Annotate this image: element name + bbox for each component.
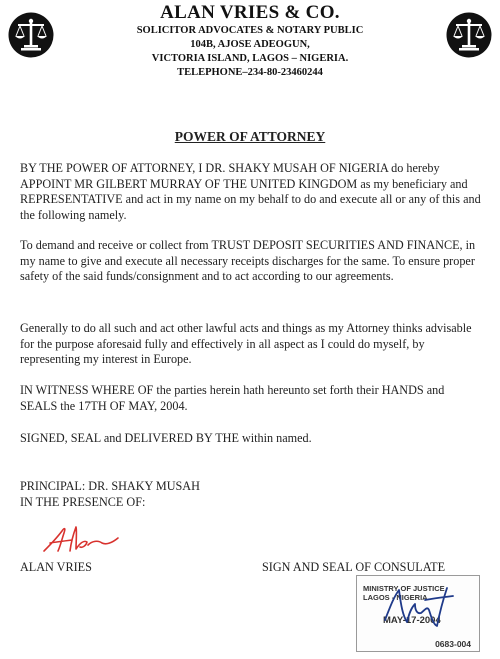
document-title: POWER OF ATTORNEY xyxy=(174,129,326,144)
address-line-2: VICTORIA ISLAND, LAGOS – NIGERIA. xyxy=(151,53,349,64)
letterhead xyxy=(60,2,440,80)
signer-name: ALAN VRIES xyxy=(20,560,92,574)
scales-of-justice-icon xyxy=(446,12,492,58)
stamp-number: 0683-004 xyxy=(435,639,471,649)
paragraph-general-acts: Generally to do all such and act other lawful acts and things as my Attorney thinks advisable for the purpose aforesaid fully and effectively in all aspect as I could do myself, by representing my interest in Europe. xyxy=(20,321,472,367)
paragraph-witness: IN WITNESS WHERE OF the parties herein hath hereunto set forth their HANDS and SEALS the 17TH OF MAY, 2004. xyxy=(20,383,445,413)
paragraph-demand-collect: To demand and receive or collect from TRUST DEPOSIT SECURITIES AND FINANCE, in my name to give and execute all necessary receipts discharges for the same. To ensure proper safety of the said funds/consignment and to act according to our agreements. xyxy=(20,238,476,284)
presence-line: IN THE PRESENCE OF: xyxy=(20,495,146,509)
stamp-date: MAY-17-2004 xyxy=(383,615,441,626)
stamp-location-text: LAGOS - NIGERIA xyxy=(363,593,428,602)
handwritten-signature xyxy=(40,521,122,557)
paragraph-signed-sealed: SIGNED, SEAL and DELIVERED BY THE within named. xyxy=(20,431,312,445)
stamp-signature xyxy=(381,580,457,630)
firm-description: SOLICITOR ADVOCATES & NOTARY PUBLIC xyxy=(136,25,364,36)
address-line-1: 104B, AJOSE ADEOGUN, xyxy=(190,39,310,50)
paragraph-appointment: BY THE POWER OF ATTORNEY, I DR. SHAKY MUSAH OF NIGERIA do hereby APPOINT MR GILBERT MURRAY OF THE UNITED KINGDOM as my beneficiary and REPRESENTATIVE and act in my name on my behalf to do and execute all or any of this and the following namely. xyxy=(20,161,481,223)
stamp-ministry-text: MINISTRY OF JUSTICE xyxy=(363,584,445,593)
telephone-line: TELEPHONE–234-80-23460244 xyxy=(177,67,323,78)
consulate-label: SIGN AND SEAL OF CONSULATE xyxy=(262,560,446,574)
ministry-stamp xyxy=(356,575,480,652)
firm-name: ALAN VRIES & CO. xyxy=(160,2,340,23)
scales-of-justice-icon xyxy=(8,12,54,58)
principal-line: PRINCIPAL: DR. SHAKY MUSAH xyxy=(20,479,200,493)
